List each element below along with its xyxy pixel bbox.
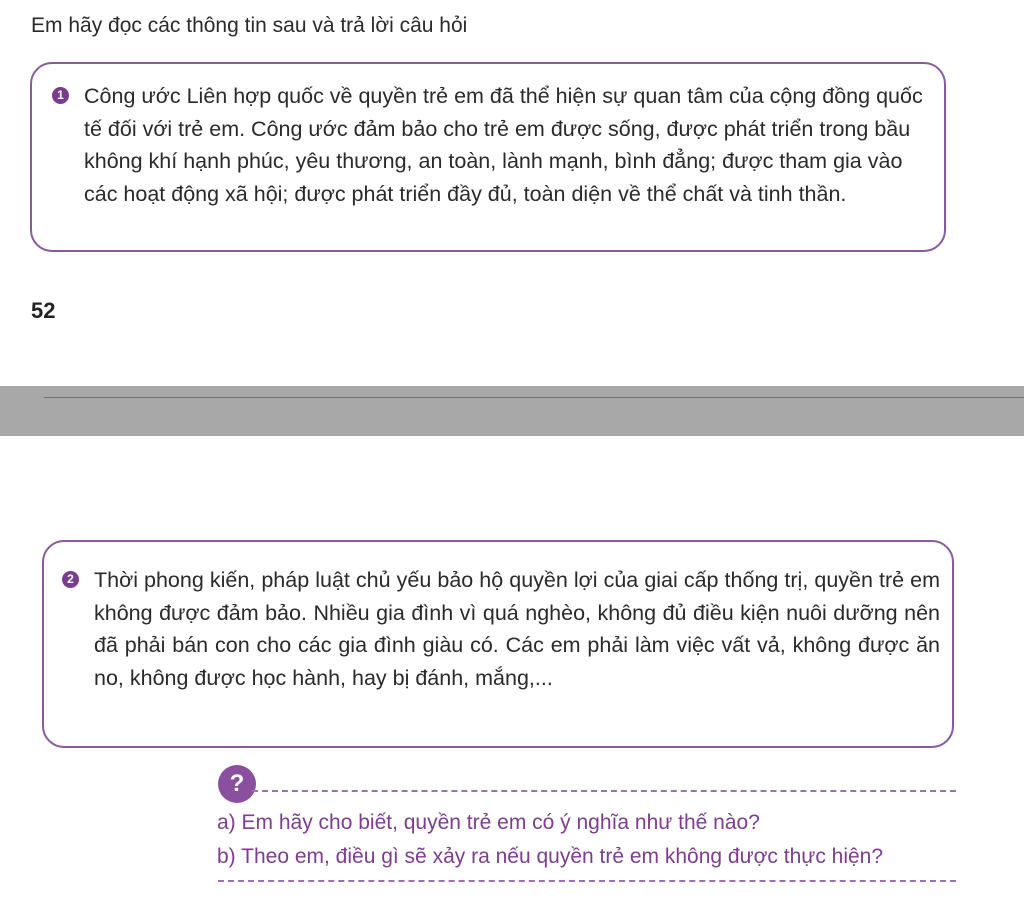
page-number: 52 bbox=[31, 298, 56, 323]
instruction-text: Em hãy đọc các thông tin sau và trả lời câu hỏi bbox=[31, 14, 468, 37]
number-badge-2: 2 bbox=[62, 571, 79, 588]
question-b: b) Theo em, điều gì sẽ xảy ra nếu quyền trẻ em không được thực hiện? bbox=[217, 845, 884, 868]
question-divider-bottom bbox=[218, 880, 956, 882]
question-a: a) Em hãy cho biết, quyền trẻ em có ý nghĩa như thế nào? bbox=[217, 811, 760, 834]
page-separator bbox=[0, 386, 1024, 436]
number-badge-1: 1 bbox=[52, 87, 69, 104]
info-box-2 bbox=[42, 540, 954, 748]
question-mark-icon: ? bbox=[218, 765, 256, 803]
info-box-1 bbox=[30, 62, 946, 252]
info-box-1-text: Công ước Liên hợp quốc về quyền trẻ em đã thể hiện sự quan tâm của cộng đồng quốc tế đối với trẻ em. Công ước đảm bảo cho trẻ em được sống, được phát triển trong bầu không khí hạnh phúc, yêu thương, an toàn, lành mạnh, bình đẳng; được tham gia vào các hoạt động xã hội; được phát triển đầy đủ, toàn diện về thể chất và tinh thần. bbox=[84, 84, 923, 206]
info-box-2-text: Thời phong kiến, pháp luật chủ yếu bảo hộ quyền lợi của giai cấp thống trị, quyền trẻ em không được đảm bảo. Nhiều gia đình vì quá nghèo, không đủ điều kiện nuôi dưỡng nên đã phải bán con cho các gia đình giàu có. Các em phải làm việc vất vả, không được ăn no, không được học hành, hay bị đánh, mắng,... bbox=[94, 568, 940, 690]
question-divider-top bbox=[252, 790, 956, 792]
separator-line bbox=[44, 397, 1024, 398]
